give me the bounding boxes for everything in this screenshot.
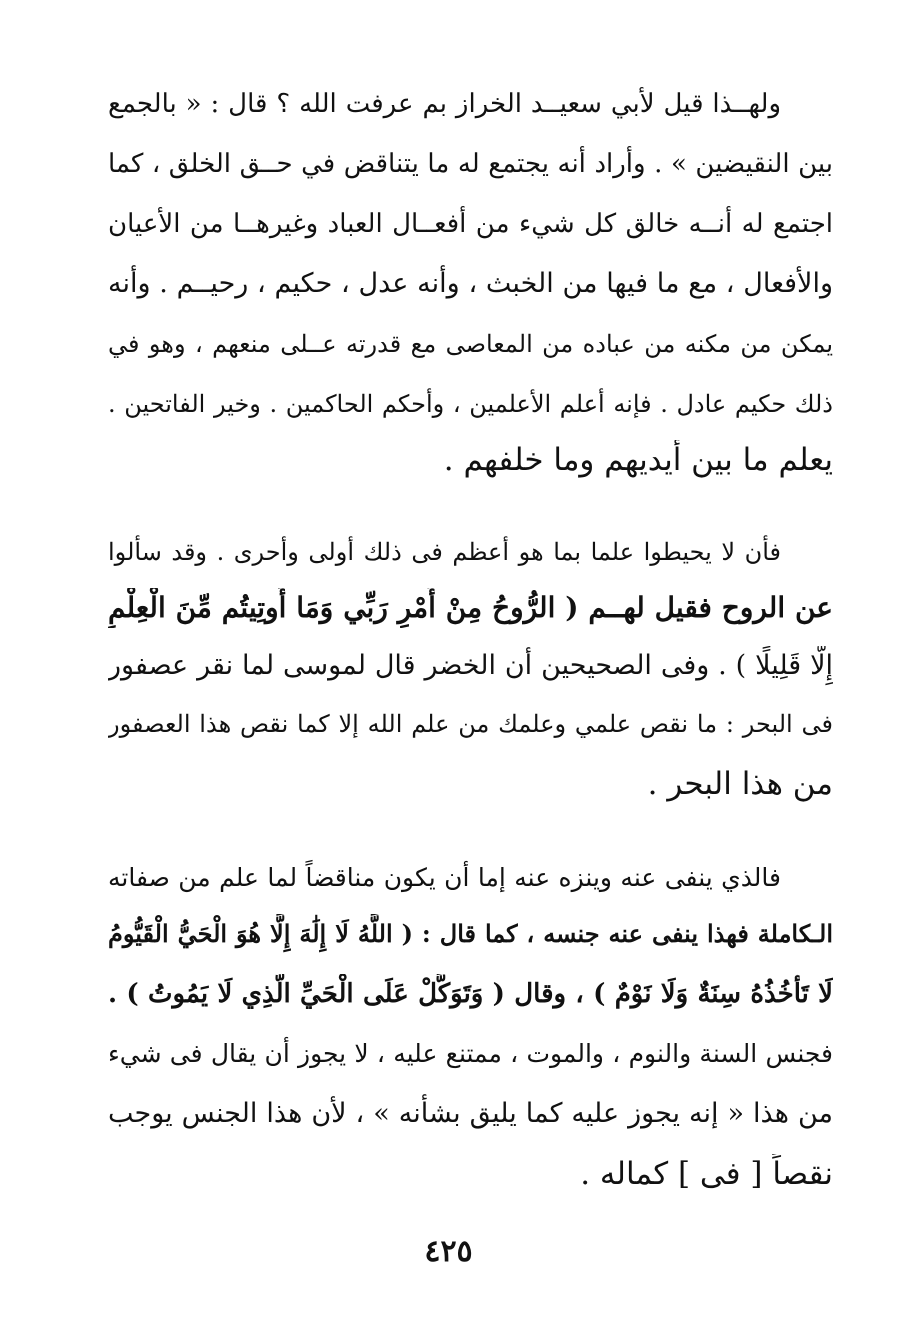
text-line: من هذا البحر . xyxy=(647,766,833,802)
text-line: فجنس السنة والنوم ، والموت ، ممتنع عليه ، لا يجوز أن يقال فى شيء xyxy=(108,1039,833,1068)
text-line: الـكاملة فهذا ينفى عنه جنسه ، كما قال : ( اللَّهُ لَا إِلَٰهَ إِلَّا هُوَ الْحَيُّ الْقَيُّومُ xyxy=(108,919,833,948)
text-line: من هذا « إنه يجوز عليه كما يليق بشأنه » ، لأن هذا الجنس يوجب xyxy=(108,1098,833,1129)
text-line: اجتمع له أنــه خالق كل شيء من أفعــال العباد وغيرهــا من الأعيان xyxy=(108,209,833,239)
text-line: ولهــذا قيل لأبي سعيــد الخراز بم عرفت الله ؟ قال : « بالجمع xyxy=(108,89,781,119)
text-line: فأن لا يحيطوا علما بما هو أعظم فى ذلك أولى وأحرى . وقد سألوا xyxy=(108,538,781,566)
text-line: لَا تَأْخُذُهُ سِنَةٌ وَلَا نَوْمٌ ) ، وقال ( وَتَوَكَّلْ عَلَى الْحَيِّ الَّذِي لَا يَمُوتُ ) . xyxy=(108,979,833,1009)
text-line: إِلَّا قَلِيلًا ) . وفى الصحيحين أن الخضر قال لموسى لما نقر عصفور xyxy=(108,650,833,681)
text-line: ذلك حكيم عادل . فإنه أعلم الأعلمين ، وأحكم الحاكمين . وخير الفاتحين . xyxy=(108,390,833,418)
text-line: والأفعال ، مع ما فيها من الخبث ، وأنه عدل ، حكيم ، رحيــم . وأنه xyxy=(108,268,833,299)
text-line: يعلم ما بين أيديهم وما خلفهم . xyxy=(443,442,833,478)
text-line: فالذي ينفى عنه وينزه عنه إما أن يكون مناقضاً لما علم من صفاته xyxy=(108,863,781,892)
text-line: نقصاً [ فى ] كماله . xyxy=(580,1156,833,1192)
text-line: فى البحر : ما نقص علمي وعلمك من علم الله إلا كما نقص هذا العصفور xyxy=(108,710,833,738)
page-number: ٤٢٥ xyxy=(424,1234,473,1269)
text-line: بين النقيضين » . وأراد أنه يجتمع له ما يتناقض في حــق الخلق ، كما xyxy=(108,149,833,179)
text-line: عن الروح فقيل لهــم ( الرُّوحُ مِنْ أَمْرِ رَبِّي وَمَا أُوتِيتُم مِّنَ الْعِلْمِ xyxy=(108,591,833,624)
text-line: يمكن من مكنه من عباده من المعاصى مع قدرته عــلى منعهم ، وهو في xyxy=(108,330,833,358)
